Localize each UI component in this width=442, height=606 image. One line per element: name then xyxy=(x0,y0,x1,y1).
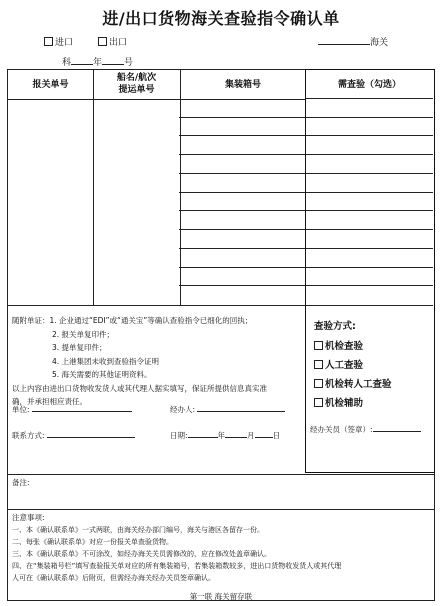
note-item: 一、本《确认联系单》一式两联，由海关经办部门编号，海关与港区各留存一份。 xyxy=(12,526,264,534)
row-line xyxy=(306,248,433,249)
row-line xyxy=(179,248,305,249)
handler-field xyxy=(170,404,285,415)
row-line xyxy=(179,135,305,136)
note-item: 三、本《确认联系单》不可涂改，如经办海关关员需修改的，应在修改处盖章确认。 xyxy=(12,550,271,558)
declaration-line-1: 以上内容由进出口货物收发货人或其代理人据实填写，保证所提供信息真实准 xyxy=(12,383,267,393)
row-line xyxy=(306,210,433,211)
method-label: 人工查验 xyxy=(325,360,364,371)
row-line xyxy=(306,117,433,118)
attachment-item: 2. 报关单复印件； xyxy=(52,329,115,339)
checkbox-icon[interactable] xyxy=(314,398,323,407)
note-item: 四、在“集装箱号栏”填写查验报关单对应的所有集装箱号，若集装箱数较多，进出口货物收发货人或其代理 xyxy=(12,562,342,570)
container-rows xyxy=(179,98,305,304)
contact-label: 联系方式: xyxy=(12,431,45,440)
company-blank[interactable] xyxy=(32,411,132,412)
inspection-rows xyxy=(306,98,433,304)
row-line xyxy=(306,173,433,174)
row-line xyxy=(179,267,305,268)
date-day-blank[interactable] xyxy=(255,437,273,438)
header-container-no: 集装箱号 xyxy=(224,80,261,90)
method-option-manual[interactable] xyxy=(314,357,392,371)
declaration-line-2: 确，并承担相应责任。 xyxy=(12,397,87,406)
footer-copy-label: 第一联 海关留存联 xyxy=(189,592,253,601)
header-inspection-required: 需查验（勾选） xyxy=(337,80,401,90)
method-label: 机检查验 xyxy=(325,341,364,352)
attachments-intro: 随附单证：1. 企业通过“EDI”或“通关宝”等确认查验指令已细化的回执； xyxy=(12,316,253,325)
method-label: 机检转人工查验 xyxy=(325,379,392,390)
date-day: 日 xyxy=(272,431,281,440)
method-option-machine[interactable] xyxy=(314,338,392,352)
attachments-block xyxy=(12,314,267,409)
date-year: 年 xyxy=(217,431,226,440)
section-blank-2[interactable] xyxy=(102,64,124,65)
row-line xyxy=(306,229,433,230)
method-option-assist[interactable] xyxy=(314,395,392,409)
company-field xyxy=(12,404,132,415)
export-label: 出口 xyxy=(109,38,128,48)
checkbox-icon[interactable] xyxy=(314,360,323,369)
note-item: 二、每张《确认联系单》对应一份报关单查验货物。 xyxy=(12,538,173,546)
checkbox-icon[interactable] xyxy=(314,341,323,350)
section-part3: 号 xyxy=(124,58,134,68)
section-number-line xyxy=(62,55,133,68)
header-vessel-line2: 提运单号 xyxy=(118,85,155,95)
date-field xyxy=(170,430,280,441)
import-option[interactable] xyxy=(44,35,73,48)
attachment-item: 5. 海关需要的其他证明资料。 xyxy=(52,370,152,379)
inspection-methods-title: 查验方式: xyxy=(314,321,356,332)
section-part2: 年 xyxy=(93,58,103,68)
inspection-panel xyxy=(305,69,435,473)
handler-blank[interactable] xyxy=(197,411,285,412)
method-option-machine-to-manual[interactable] xyxy=(314,376,392,390)
customs-field xyxy=(318,35,388,48)
notes-block xyxy=(12,512,341,584)
handler-label: 经办人: xyxy=(170,405,196,414)
export-option[interactable] xyxy=(98,35,127,48)
row-line xyxy=(306,154,433,155)
section-blank-1[interactable] xyxy=(71,64,93,65)
customs-suffix: 海关 xyxy=(370,38,389,48)
row-line xyxy=(179,285,305,286)
row-line xyxy=(179,173,305,174)
notes-title: 注意事项: xyxy=(12,513,45,522)
date-month-blank[interactable] xyxy=(225,437,247,438)
date-label: 日期: xyxy=(170,431,188,440)
note-item: 人可在《确认联系单》后附页，但需经办海关经办关员签章确认。 xyxy=(12,574,215,582)
attachment-item: 4. 上港集团未收到查验指令证明 xyxy=(52,356,160,366)
contact-blank[interactable] xyxy=(47,437,135,438)
import-checkbox-icon[interactable] xyxy=(44,37,53,46)
row-line xyxy=(179,210,305,211)
date-month: 月 xyxy=(247,431,255,440)
row-line xyxy=(179,154,305,155)
customs-blank[interactable] xyxy=(318,44,370,45)
import-label: 进口 xyxy=(55,38,74,48)
officer-blank[interactable] xyxy=(373,431,421,432)
attachment-item: 3. 提单复印件； xyxy=(52,343,107,352)
row-line xyxy=(306,285,433,286)
date-year-blank[interactable] xyxy=(188,437,218,438)
checkbox-icon[interactable] xyxy=(314,379,323,388)
row-line xyxy=(179,192,305,193)
officer-field xyxy=(310,424,421,435)
header-vessel-line1: 船名/航次 xyxy=(116,73,157,83)
header-declaration-no: 报关单号 xyxy=(32,80,69,90)
row-line xyxy=(179,117,305,118)
row-line xyxy=(306,267,433,268)
officer-label: 经办关员（签章）: xyxy=(310,425,373,434)
form-title: 进/出口货物海关查验指令确认单 xyxy=(102,9,340,28)
row-line xyxy=(306,192,433,193)
contact-field xyxy=(12,430,135,441)
row-line xyxy=(179,229,305,230)
remarks-label: 备注: xyxy=(12,478,30,487)
company-label: 单位: xyxy=(12,405,30,414)
section-part1: 科 xyxy=(62,58,72,68)
export-checkbox-icon[interactable] xyxy=(98,37,107,46)
inspection-methods xyxy=(314,318,392,409)
method-label: 机检辅助 xyxy=(325,398,364,409)
row-line xyxy=(306,135,433,136)
